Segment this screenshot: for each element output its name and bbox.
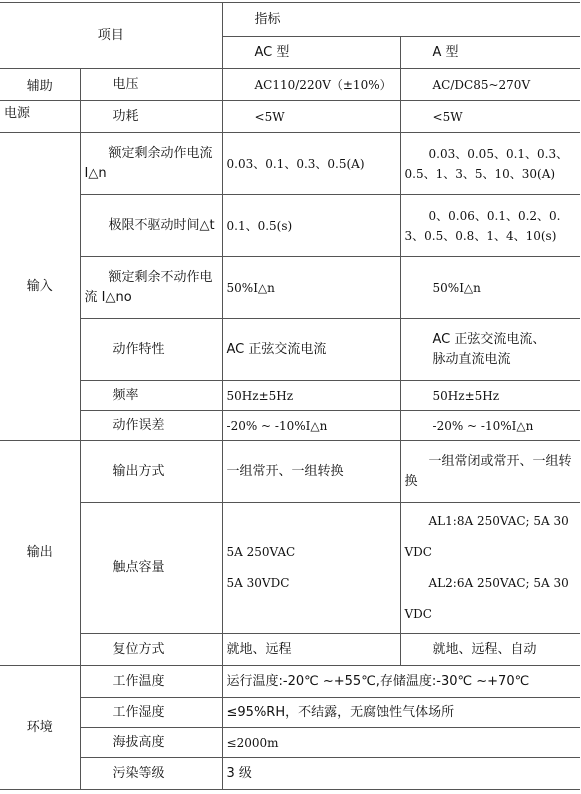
label-limit-time: 极限不驱动时间△t: [80, 195, 222, 257]
contact-a-line1: AL1:8A 250VAC; 5A 30VDC: [404, 514, 569, 559]
op-char-ac: AC 正弦交流电流: [222, 319, 400, 381]
group-aux-power-top: 辅助: [0, 69, 80, 101]
label-op-char: 动作特性: [80, 319, 222, 381]
label-altitude: 海拔高度: [80, 728, 222, 758]
label-pollution: 污染等级: [80, 758, 222, 790]
contact-a: [400, 503, 580, 634]
contact-ac: [222, 503, 400, 634]
label-op-err: 动作误差: [80, 411, 222, 441]
freq-ac: 50Hz±5Hz: [222, 381, 400, 411]
label-power: 功耗: [80, 101, 222, 133]
limit-time-ac: 0.1、0.5(s): [222, 195, 400, 257]
contact-a-line2: AL2:6A 250VAC; 5A 30VDC: [404, 576, 569, 621]
rated-op-a: 0.03、0.05、0.1、0.3、0.5、1、3、5、10、30(A): [400, 133, 580, 195]
group-environment: 环境: [0, 666, 80, 790]
contact-ac-line2: 5A 30VDC: [226, 576, 290, 590]
spec-table: [0, 2, 580, 790]
out-mode-a: 一组常闭或常开、一组转换: [400, 441, 580, 503]
label-work-humid: 工作湿度: [80, 698, 222, 728]
op-char-a-line2: 脉动直流电流: [432, 351, 511, 367]
header-type-a: A 型: [400, 37, 580, 69]
label-voltage: 电压: [80, 69, 222, 101]
altitude-value: ≤2000m: [222, 728, 580, 758]
group-aux-power-bottom: 电源: [0, 101, 80, 133]
power-ac: <5W: [222, 101, 400, 133]
work-temp-value: 运行温度:-20℃ ~+55℃,存储温度:-30℃ ~+70℃: [222, 666, 580, 698]
work-humid-value: ≤95%RH，不结露，无腐蚀性气体场所: [222, 698, 580, 728]
label-rated-op: 额定剩余动作电流 I△n: [80, 133, 222, 195]
rated-op-ac: 0.03、0.1、0.3、0.5(A): [222, 133, 400, 195]
freq-a: 50Hz±5Hz: [400, 381, 580, 411]
op-err-ac: -20% ~ -10%I△n: [222, 411, 400, 441]
rated-nonop-ac: 50%I△n: [222, 257, 400, 319]
header-item: 项目: [0, 3, 222, 69]
limit-time-a: 0、0.06、0.1、0.2、0.3、0.5、0.8、1、4、10(s): [400, 195, 580, 257]
op-char-a-line1: AC 正弦交流电流、: [432, 331, 546, 347]
label-work-temp: 工作温度: [80, 666, 222, 698]
label-reset: 复位方式: [80, 634, 222, 666]
power-a: <5W: [400, 101, 580, 133]
header-type-ac: AC 型: [222, 37, 400, 69]
voltage-a: AC/DC85~270V: [400, 69, 580, 101]
rated-nonop-a: 50%I△n: [400, 257, 580, 319]
pollution-value: 3 级: [222, 758, 580, 790]
group-output: 输出: [0, 441, 80, 666]
header-spec: 指标: [222, 3, 580, 37]
contact-ac-line1: 5A 250VAC: [226, 545, 296, 559]
op-char-a: [400, 319, 580, 381]
label-rated-nonop: 额定剩余不动作电流 I△no: [80, 257, 222, 319]
group-input: 输入: [0, 133, 80, 441]
voltage-ac: AC110/220V（±10%）: [222, 69, 400, 101]
label-out-mode: 输出方式: [80, 441, 222, 503]
op-err-a: -20% ~ -10%I△n: [400, 411, 580, 441]
reset-a: 就地、远程、自动: [400, 634, 580, 666]
label-freq: 频率: [80, 381, 222, 411]
label-contact: 触点容量: [80, 503, 222, 634]
reset-ac: 就地、远程: [222, 634, 400, 666]
out-mode-ac: 一组常开、一组转换: [222, 441, 400, 503]
